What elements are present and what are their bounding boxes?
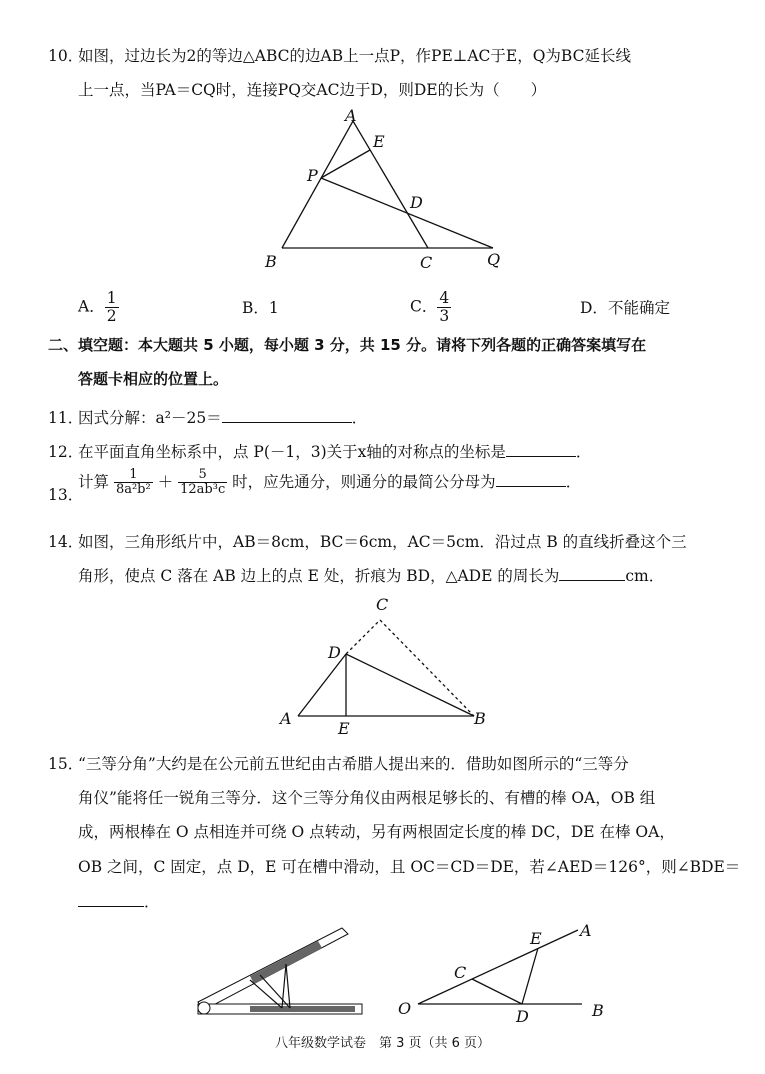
- q15-label-O: O: [398, 999, 412, 1018]
- q15-answer-line: ．: [78, 890, 160, 912]
- q14-label-B: B: [474, 709, 486, 728]
- q10-triangle-figure: [255, 105, 515, 275]
- q10-option-c: C． $\frac{4}{3}$: [410, 289, 450, 326]
- q14-label-C: C: [376, 595, 389, 614]
- page-footer: 八年级数学试卷 第 3 页（共 6 页）: [274, 1036, 491, 1051]
- q11-text: 因式分解：a²－25＝ ．: [78, 409, 368, 427]
- q14-answer-blank: [559, 566, 625, 581]
- q10-text-line1: 如图，过边长为2的等边△ABC的边AB上一点P，作PE⊥AC于E，Q为BC延长线: [78, 47, 631, 65]
- q15-label-A: A: [580, 921, 592, 940]
- q10-label-B: B: [265, 252, 277, 271]
- q10-label-A: A: [345, 106, 357, 125]
- q15-text-line2: 角仪”能将任一锐角三等分．这个三等分角仪由两根足够长的、有槽的棒 OA，OB 组: [78, 789, 656, 807]
- q10-option-d: D．不能确定: [580, 299, 670, 317]
- q10-label-D: D: [410, 193, 423, 212]
- section2-heading-line1: 二、填空题：本大题共 5 小题，每小题 3 分，共 15 分。请将下列各题的正确答案填写在: [48, 336, 647, 354]
- q10-label-P: P: [307, 166, 318, 185]
- q15-trisector-device-figure: [190, 920, 370, 1025]
- q14-label-E: E: [338, 719, 350, 738]
- q15-label-B: B: [592, 1001, 604, 1020]
- q10-label-E: E: [373, 132, 385, 151]
- q10-label-C: C: [420, 253, 433, 272]
- q14-text-line1: 如图，三角形纸片中，AB＝8cm，BC＝6cm，AC＝5cm．沿过点 B 的直线折叠这个三: [78, 533, 687, 551]
- q11-answer-blank: [222, 408, 352, 423]
- q15-label-C: C: [454, 963, 467, 982]
- q15-text-line1: “三等分角”大约是在公元前五世纪由古希腊人提出来的．借助如图所示的“三等分: [78, 755, 629, 773]
- q15-number: 15．: [48, 755, 84, 773]
- q14-text-line2: 角形，使点 C 落在 AB 边上的点 E 处，折痕为 BD，△ADE 的周长为 cm．: [78, 567, 665, 585]
- q15-answer-blank: [78, 892, 144, 907]
- q14-label-A: A: [280, 709, 292, 728]
- q15-label-E: E: [530, 929, 542, 948]
- q15-text-line3: 成，两根棒在 O 点相连并可绕 O 点转动，另有两根固定长度的棒 DC，DE 在棒 OA，: [78, 823, 675, 841]
- q14-fold-figure: [270, 592, 500, 742]
- q10-label-Q: Q: [487, 250, 501, 269]
- q15-geometry-figure: [390, 920, 620, 1025]
- q12-answer-blank: [506, 442, 576, 457]
- q14-label-D: D: [328, 643, 341, 662]
- q12-number: 12．: [48, 443, 84, 461]
- q14-number: 14．: [48, 533, 84, 551]
- q13-text: 计算 $\frac{1}{\text{8a²b²}}$ ＋ $\frac{5}{\text{12ab³c}}$ 时，应先通分，则通分的最简公分母为 ．: [78, 467, 582, 498]
- q10-option-a: A． $\frac{1}{2}$: [78, 289, 117, 326]
- q13-answer-blank: [496, 472, 566, 487]
- q11-number: 11．: [48, 409, 84, 427]
- q15-text-line4: OB 之间，C 固定，点 D，E 可在槽中滑动，且 OC＝CD＝DE，若∠AED＝126°，则∠BDE＝: [78, 858, 741, 876]
- q13-number: 13．: [48, 486, 84, 504]
- section2-heading-line2: 答题卡相应的位置上。: [78, 370, 229, 388]
- q10-text-line2: 上一点，当PA＝CQ时，连接PQ交AC边于D，则DE的长为（ ）: [78, 81, 547, 99]
- q12-text: 在平面直角坐标系中，点 P(－1，3)关于x轴的对称点的坐标是 ．: [78, 443, 592, 461]
- q15-label-D: D: [516, 1007, 529, 1025]
- q10-number: 10．: [48, 47, 84, 65]
- q10-option-b: B．1: [242, 299, 279, 317]
